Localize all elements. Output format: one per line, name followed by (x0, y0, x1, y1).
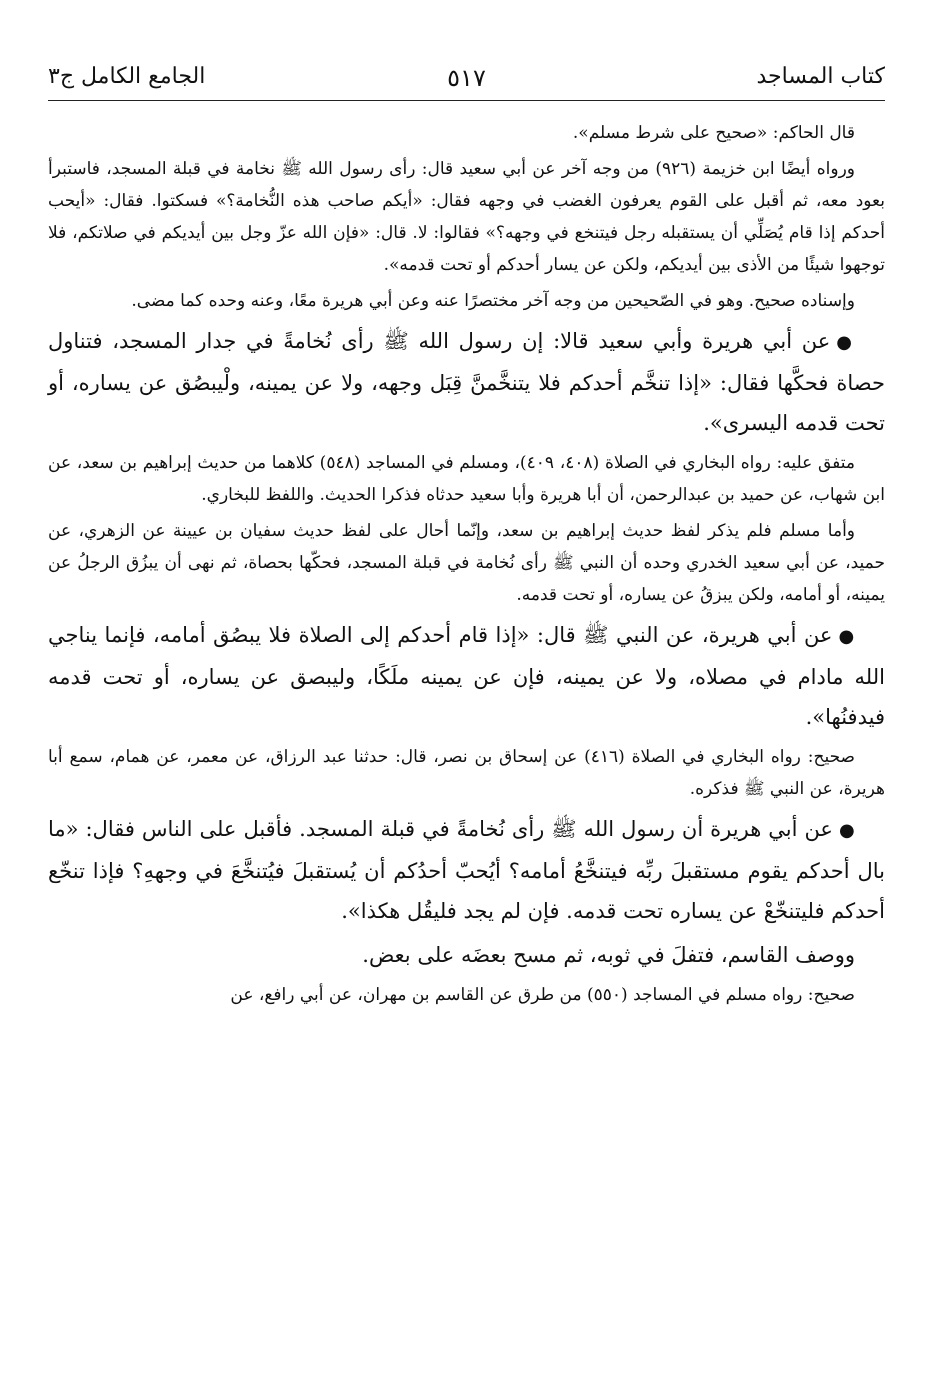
page-number: ٥١٧ (447, 64, 486, 92)
paragraph-hakim: قال الحاكم: «صحيح على شرط مسلم». (572, 123, 855, 143)
takhrij-1: متفق عليه: رواه البخاري في الصلاة (٤٠٨، ٤٠٩)، ومسلم في المساجد (٥٤٨) كلاهما من حديث إبراهيم بن سعد، عن ابن شهاب، عن حميد بن عبدالرحمن، أن أبا هريرة وأبا سعيد حدثاه فذكرا الحديث. واللفظ للبخاري. (48, 453, 885, 505)
bullet-icon: ● (838, 626, 855, 647)
bullet-icon: ● (838, 820, 855, 841)
page-body (48, 117, 885, 1011)
takhrij-2: صحيح: رواه البخاري في الصلاة (٤١٦) عن إسحاق بن نصر، قال: حدثنا عبد الرزاق، عن معمر، عن همام، سمع أبا هريرة، عن النبي ﷺ فذكره. (48, 747, 885, 799)
hadith-1 (48, 321, 885, 443)
hadith-2-text: عن أبي هريرة، عن النبي ﷺ قال: «إذا قام أحدكم إلى الصلاة فلا يبصُق أمامه، فإنما يناجي الله مادام في مصلاه، ولا عن يمينه، فإن عن يمينه ملَكًا، وليبصق عن يساره، أو تحت قدمه فيدفنُها». (48, 623, 885, 729)
commentary-muslim: وأما مسلم فلم يذكر لفظ حديث إبراهيم بن سعد، وإنّما أحال على لفظ حديث سفيان بن عيينة عن الزهري، عن حميد، عن أبي سعيد الخدري وحده أن النبي ﷺ رأى نُخامة في قبلة المسجد، فحكّها بحصاة، ثم نهى أن يبزُق الرجلُ عن يمينه، أو أمامه، ولكن يبزقُ عن يساره، أو تحت قدمه. (48, 521, 885, 605)
hadith-2 (48, 615, 885, 737)
book-title: الجامع الكامل ج٣ (48, 64, 206, 89)
takhrij-3: صحيح: رواه مسلم في المساجد (٥٥٠) من طرق عن القاسم بن مهران، عن أبي رافع، عن (230, 985, 855, 1005)
bullet-icon: ● (836, 332, 855, 353)
paragraph-isnad: وإسناده صحيح. وهو في الصّحيحين من وجه آخر مختصرًا عنه وعن أبي هريرة معًا، وعنه وحده كما مضى. (131, 291, 855, 311)
chapter-title: كتاب المساجد (756, 64, 885, 89)
paragraph-ibn-khuzaymah: ورواه أيضًا ابن خزيمة (٩٢٦) من وجه آخر عن أبي سعيد قال: رأى رسول الله ﷺ نخامة في قبلة المسجد، فاستبرأ بعود معه، ثم أقبل على القوم يعرفون الغضب في وجهه فقال: «أيكم صاحب هذه النُّخامة؟» فسكتوا. فقال: «أيحب أحدكم إذا قام يُصَلِّي أن يستقبله رجل فيتنخع في وجهه؟» فقالوا: لا. قال: «فإن الله عزّ وجل بين أيديكم في صلاتكم، فلا توجهوا شيئًا من الأذى بين أيديكم، ولكن عن يسار أحدكم أو تحت قدمه». (48, 159, 885, 275)
hadith-3-addendum: ووصف القاسم، فتفلَ في ثوبه، ثم مسح بعضَه على بعض. (362, 943, 855, 967)
page-header (48, 60, 885, 101)
hadith-3 (48, 809, 885, 931)
hadith-1-text: عن أبي هريرة وأبي سعيد قالا: إن رسول الله ﷺ رأى نُخامةً في جدار المسجد، فتناول حصاة فحكَّها فقال: «إذا تنخَّم أحدكم فلا يتنخَّمنَّ قِبَل وجهه، ولا عن يمينه، ولْيبصُق عن يساره، أو تحت قدمه اليسرى». (48, 329, 885, 435)
hadith-3-text: عن أبي هريرة أن رسول الله ﷺ رأى نُخامةً في قبلة المسجد. فأقبل على الناس فقال: «ما بال أحدكم يقوم مستقبلَ ربِّه فيتنخَّعُ أمامه؟ أيُحبّ أحدُكم أن يُستقبلَ فيُتنخَّعَ في وجههِ؟ فإذا تنخّع أحدكم فليتنخّعْ عن يساره تحت قدمه. فإن لم يجد فليقُل هكذا». (48, 817, 885, 923)
